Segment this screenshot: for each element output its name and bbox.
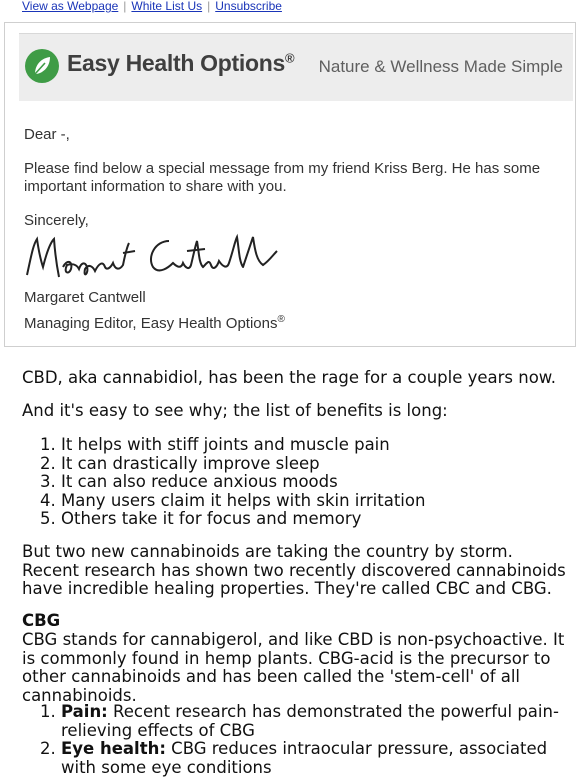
greeting: Dear -, — [24, 126, 70, 143]
unsubscribe-link[interactable]: Unsubscribe — [215, 0, 282, 13]
cbg-paragraph: CBG stands for cannabigerol, and like CBD is non-psychoactive. It is commonly found in hemp plants. CBG-acid is the precursor to other cannabinoids and has been called the 'stem-cell' of all cannabinoids. — [22, 630, 565, 705]
cbg-benefits-list — [22, 703, 580, 777]
list-item: 4. Many users claim it helps with skin irritation — [61, 492, 580, 511]
list-item: 1. Pain: Recent research has demonstrated the powerful pain-relieving effects of CBG — [61, 703, 580, 740]
header-links — [22, 0, 282, 12]
editor-letter-card — [4, 22, 576, 347]
brand-banner — [19, 33, 573, 101]
benefits-list — [22, 436, 580, 529]
list-item: 3. It can also reduce anxious moods — [61, 473, 580, 492]
list-item: 2. Eye health: CBG reduces intraocular pressure, associated with some eye conditions — [61, 740, 580, 777]
benefits-lead: And it's easy to see why; the list of benefits is long: — [22, 401, 448, 420]
editor-name: Margaret Cantwell — [24, 289, 146, 306]
tagline: Nature & Wellness Made Simple — [318, 57, 563, 76]
cbg-heading: CBG — [22, 611, 61, 630]
list-item: 2. It can drastically improve sleep — [61, 455, 580, 474]
list-item: 5. Others take it for focus and memory — [61, 510, 580, 529]
new-cannabinoids-paragraph: But two new cannabinoids are taking the country by storm. Recent research has shown two recently discovered cannabinoids have incredible healing properties. They're called CBC and CBG. — [22, 542, 566, 598]
brand-name: Easy Health Options® — [67, 50, 295, 76]
separator: | — [123, 0, 127, 13]
white-list-link[interactable]: White List Us — [131, 0, 203, 13]
closing: Sincerely, — [24, 212, 89, 229]
letter-message: Please find below a special message from my friend Kriss Berg. He has some important information to share with you. — [24, 160, 541, 195]
editor-title: Managing Editor, Easy Health Options® — [24, 314, 285, 332]
view-as-webpage-link[interactable]: View as Webpage — [22, 0, 119, 13]
list-item: 1. It helps with stiff joints and muscle pain — [61, 436, 580, 455]
handwritten-signature — [19, 227, 279, 287]
separator: | — [207, 0, 211, 13]
leaf-icon — [25, 49, 59, 83]
intro-paragraph: CBD, aka cannabidiol, has been the rage for a couple years now. — [22, 368, 557, 387]
